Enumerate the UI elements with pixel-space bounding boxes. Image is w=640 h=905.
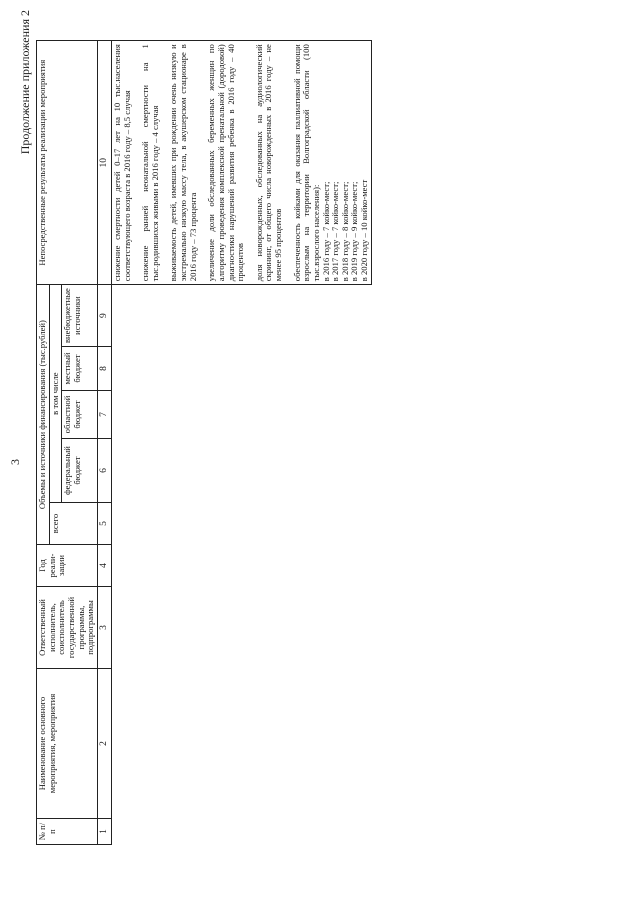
column-number: 10 bbox=[98, 41, 112, 285]
result-item: снижение ранней неонатальной смертности на 1 тыс.родившихся живыми в 2016 году – 4 случая bbox=[140, 44, 160, 282]
beds-list-item: в 2019 году – 9 койко-мест; bbox=[349, 181, 360, 282]
column-number: 4 bbox=[98, 545, 112, 587]
appendix-label: Продолжение приложения 2 bbox=[18, 10, 32, 155]
result-item: снижение смертности детей 0–17 лет на 10 тыс.населения соответствующего возраста в 2016 году – 8,5 случая bbox=[111, 44, 132, 282]
column-number: 8 bbox=[98, 347, 112, 391]
header-name: Наименование основного мероприятия, мероприятия bbox=[37, 669, 98, 819]
header-regional: областной бюджет bbox=[62, 391, 98, 439]
results-cell bbox=[111, 41, 371, 285]
beds-list-item: в 2016 году – 7 койко-мест; bbox=[320, 181, 331, 282]
result-item: доля новорожденных, обследованных на аудиологический скрининг, от общего числа новорожденных в 2016 году – не менее 95 процентов bbox=[253, 44, 283, 282]
column-number: 6 bbox=[98, 439, 112, 503]
beds-list-item: в 2020 году – 10 койко-мест bbox=[359, 179, 369, 282]
header-funding-group: Объемы и источники финансирования (тыс.рублей) bbox=[37, 285, 50, 545]
beds-list-item: в 2017 году – 7 койко-мест; bbox=[330, 181, 341, 282]
beds-list bbox=[322, 44, 370, 281]
header-federal: федеральный бюджет bbox=[62, 439, 98, 503]
header-year: Год реали-зации bbox=[37, 545, 98, 587]
header-executor: Ответственный исполнитель, соисполнитель государственной программы, подпрограммы bbox=[37, 587, 98, 669]
header-total: всего bbox=[49, 503, 98, 545]
column-number: 1 bbox=[98, 819, 112, 845]
header-num: № п/п bbox=[37, 819, 98, 845]
result-item: увеличение доли обследованных беременных женщин по алгоритму проведения комплексной пренатальной (дородовой) диагностики нарушений развития ребенка в 2016 году – 40 процентов bbox=[206, 44, 246, 282]
beds-list-item: в 2018 году – 8 койко-мест; bbox=[339, 181, 350, 282]
result-item: обеспеченность койками для оказания паллиативной помощи взрослым на территории Волгоградской области (100 тыс.взрослого населения): bbox=[291, 44, 321, 282]
header-extra: внебюджетные источники bbox=[62, 285, 98, 347]
result-item: выживаемость детей, имевших при рождении очень низкую и экстремально низкую массу тела, в акушерском стационаре в 2016 году – 73 процента bbox=[168, 44, 198, 282]
header-local: местный бюджет bbox=[62, 347, 98, 391]
measures-table bbox=[36, 40, 372, 845]
header-results: Непосредственные результаты реализации мероприятия bbox=[37, 41, 98, 285]
column-number: 9 bbox=[98, 285, 112, 347]
column-number: 3 bbox=[98, 587, 112, 669]
empty-cells bbox=[111, 285, 371, 845]
column-number: 2 bbox=[98, 669, 112, 819]
header-incl: в том числе bbox=[49, 285, 62, 503]
page-number: 3 bbox=[8, 459, 22, 465]
column-number: 7 bbox=[98, 391, 112, 439]
column-number: 5 bbox=[98, 503, 112, 545]
